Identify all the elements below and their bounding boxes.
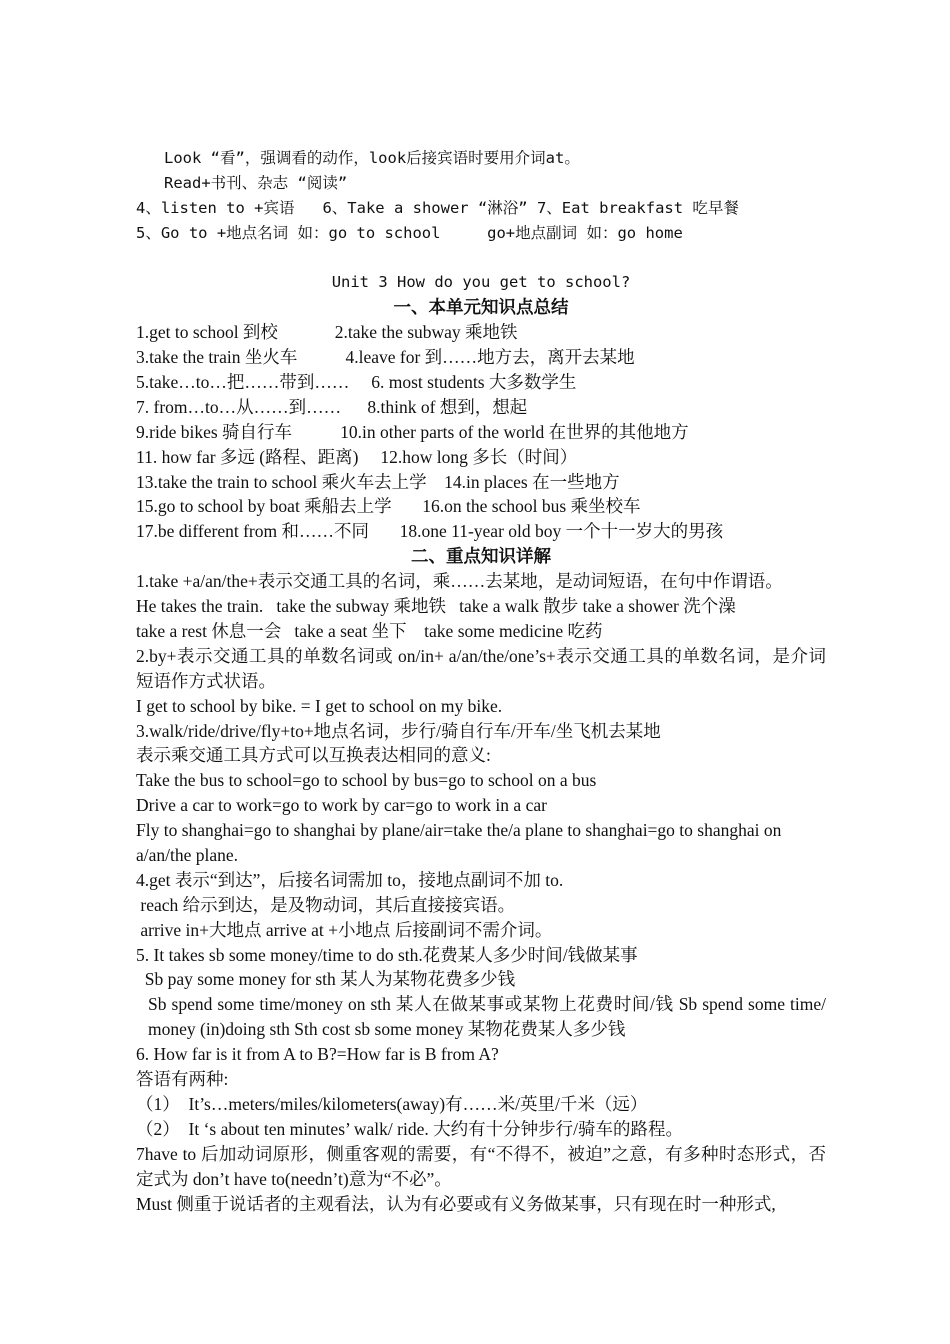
detail-by: 2.by+表示交通工具的单数名词或 on/in+ a/an/the/one’s+表示交通工具的单数名词，是介词短语作方式状语。: [136, 645, 826, 691]
note-listen: 4、listen to +宾语 6、Take a shower “淋浴” 7、Eat breakfast 吃早餐: [136, 198, 739, 217]
detail-get: 4.get 表示“到达”，后接名词需加 to，接地点副词不加 to.: [136, 869, 564, 890]
detail-arrive: arrive in+大地点 arrive at +小地点 后接副词不需介词。: [136, 919, 553, 940]
section2-title: 二、重点知识详解: [411, 546, 551, 567]
summary-line: 3.take the train 坐火车 4.leave for 到……地方去，离开去某地: [136, 347, 635, 368]
section1-title: 一、本单元知识点总结: [393, 297, 569, 318]
detail-take-example: He takes the train. take the subway 乘地铁 take a walk 散步 take a shower 洗个澡: [136, 596, 736, 617]
summary-line: 13.take the train to school 乘火车去上学 14.in places 在一些地方: [136, 471, 620, 492]
summary-line: 9.ride bikes 骑自行车 10.in other parts of the world 在世界的其他地方: [136, 421, 689, 442]
detail-walk-example: Drive a car to work=go to work by car=go to work in a car: [136, 795, 547, 816]
detail-reach: reach 给示到达，是及物动词，其后直接接宾语。: [136, 894, 516, 915]
detail-take: 1.take +a/an/the+表示交通工具的名词，乘……去某地，是动词短语，在句中作谓语。: [136, 571, 783, 592]
note-look: Look “看”，强调看的动作，look后接宾语时要用介词at。: [164, 149, 580, 167]
detail-pay: Sb pay some money for sth 某人为某物花费多少钱: [136, 969, 516, 990]
unit-title: Unit 3 How do you get to school?: [331, 273, 631, 292]
detail-by-example: I get to school by bike. = I get to school on my bike.: [136, 695, 503, 716]
spacer: [136, 246, 826, 271]
detail-answer-1: （1） It’s…meters/miles/kilometers(away)有……米/英里/千米（远）: [136, 1093, 648, 1114]
detail-have-to: 7have to 后加动词原形，侧重客观的需要，有“不得不，被迫”之意，有多种时态形式，否定式为 don’t have to(needn’t)意为“不必”。: [136, 1143, 826, 1189]
detail-walk: 3.walk/ride/drive/fly+to+地点名词，步行/骑自行车/开车/坐飞机去某地: [136, 720, 661, 741]
detail-answers: 答语有两种:: [136, 1069, 229, 1090]
detail-how-far: 6. How far is it from A to B?=How far is B from A?: [136, 1044, 499, 1065]
detail-takes: 5. It takes sb some money/time to do sth.花费某人多少时间/钱做某事: [136, 944, 638, 965]
detail-must: Must 侧重于说话者的主观看法，认为有必要或有义务做某事，只有现在时一种形式,: [136, 1193, 776, 1214]
detail-walk-example: Take the bus to school=go to school by bus=go to school on a bus: [136, 770, 597, 791]
summary-line: 15.go to school by boat 乘船去上学 16.on the school bus 乘坐校车: [136, 496, 641, 517]
summary-line: 11. how far 多远 (路程、距离) 12.how long 多长（时间）: [136, 446, 578, 467]
detail-walk-note: 表示乘交通工具方式可以互换表达相同的意义:: [136, 745, 491, 766]
detail-walk-example: Fly to shanghai=go to shanghai by plane/air=take the/a plane to shanghai=go to shanghai on a/an/the plane.: [136, 820, 782, 865]
detail-answer-2: （2） It ‘s about ten minutes’ walk/ ride. 大约有十分钟步行/骑车的路程。: [136, 1118, 683, 1139]
detail-take-example: take a rest 休息一会 take a seat 坐下 take some medicine 吃药: [136, 620, 603, 641]
summary-line: 17.be different from 和……不同 18.one 11-year old boy 一个十一岁大的男孩: [136, 521, 724, 542]
document-page: [136, 146, 826, 1216]
detail-spend: Sb spend some time/money on sth 某人在做某事或某物上花费时间/钱 Sb spend some time/ money (in)doing sth Sth cost sb some money 某物花费某人多少钱: [148, 994, 826, 1040]
note-read: Read+书刊、杂志 “阅读”: [164, 173, 348, 192]
summary-line: 5.take…to…把……带到…… 6. most students 大多数学生: [136, 372, 577, 393]
summary-line: 7. from…to…从……到…… 8.think of 想到，想起: [136, 396, 528, 417]
summary-line: 1.get to school 到校 2.take the subway 乘地铁: [136, 322, 518, 343]
note-go: 5、Go to +地点名词 如：go to school go+地点副词 如：go home: [136, 223, 683, 242]
